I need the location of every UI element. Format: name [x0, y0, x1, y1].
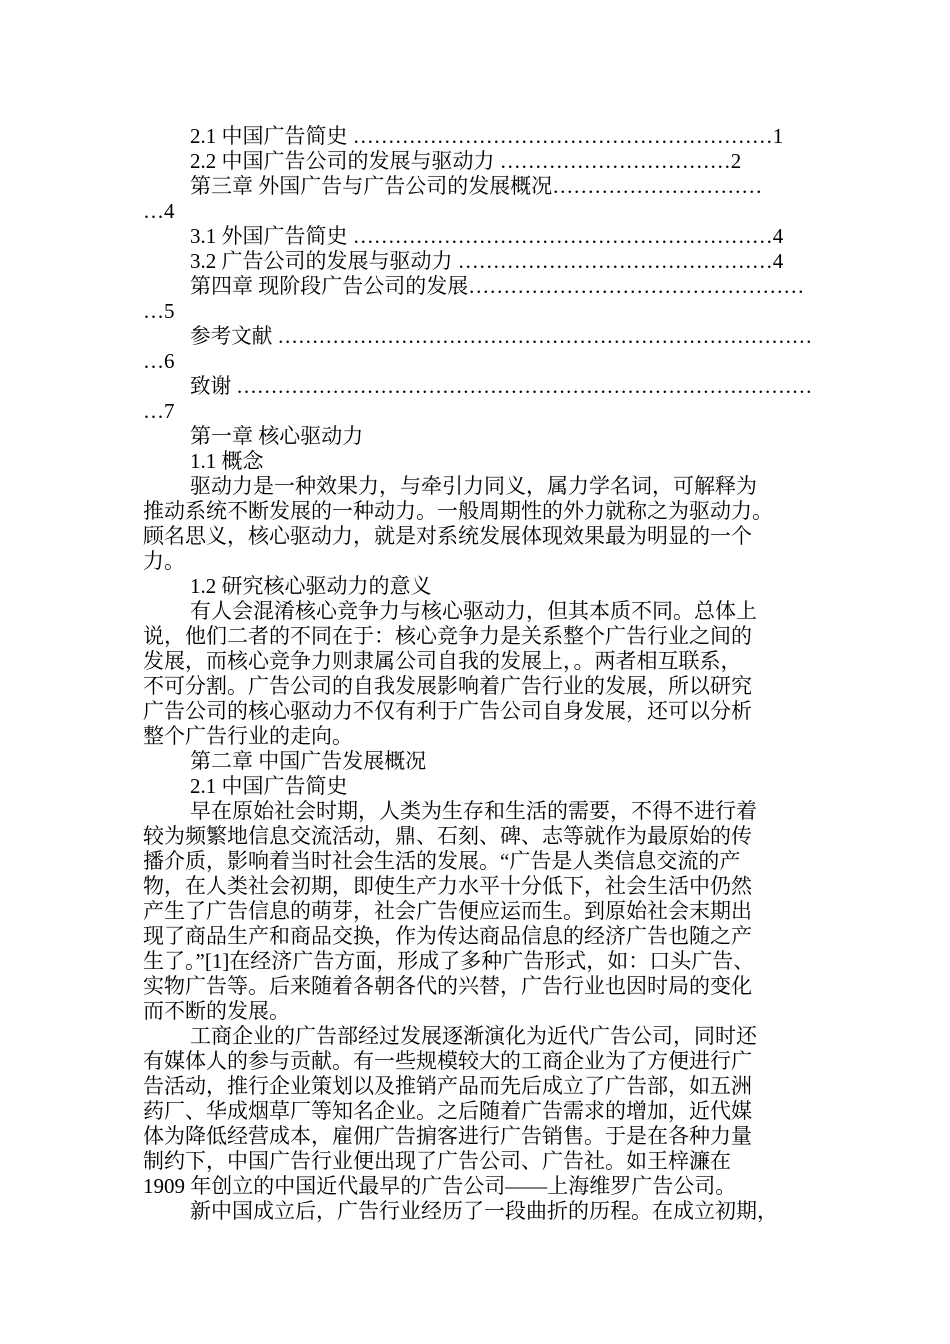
paragraph-line: 较为频繁地信息交流活动，鼎、石刻、碑、志等就作为最原始的传 [143, 824, 752, 848]
paragraph-line: 推动系统不断发展的一种动力。一般周期性的外力就称之为驱动力。 [143, 499, 773, 523]
toc-entry: 2.2 中国广告公司的发展与驱动力 ……………………………2 [190, 149, 742, 173]
paragraph-line: 现了商品生产和商品交换，作为传达商品信息的经济广告也随之产 [143, 924, 752, 948]
chapter-heading: 第二章 中国广告发展概况 [190, 749, 427, 773]
toc-entry-page: …4 [143, 199, 175, 223]
paragraph-line: 发展，而核心竞争力则隶属公司自我的发展上，。两者相互联系， [143, 649, 742, 673]
paragraph-line: 制约下，中国广告行业便出现了广告公司、广告社。如王梓濂在 [143, 1149, 731, 1173]
paragraph-line: 驱动力是一种效果力，与牵引力同义，属力学名词，可解释为 [190, 474, 757, 498]
toc-entry: 3.2 广告公司的发展与驱动力 ………………………………………4 [190, 249, 784, 273]
toc-entry: 致谢 ………………………………………………………………………… [190, 374, 813, 398]
toc-entry: 第三章 外国广告与广告公司的发展概况………………………… [190, 174, 763, 198]
toc-entry-page: …7 [143, 399, 175, 423]
paragraph-line: 药厂、华成烟草厂等知名企业。之后随着广告需求的增加，近代媒 [143, 1099, 752, 1123]
paragraph-line: 有人会混淆核心竞争力与核心驱动力，但其本质不同。总体上 [190, 599, 757, 623]
paragraph-line: 产生了广告信息的萌芽，社会广告便应运而生。到原始社会末期出 [143, 899, 752, 923]
paragraph-line: 广告公司的核心驱动力不仅有利于广告公司自身发展，还可以分析 [143, 699, 752, 723]
paragraph-line: 1909 年创立的中国近代最早的广告公司——上海维罗广告公司。 [143, 1174, 737, 1198]
paragraph-line: 生了。”[1]在经济广告方面，形成了多种广告形式，如：口头广告、 [143, 949, 755, 973]
paragraph-line: 物，在人类社会初期，即使生产力水平十分低下，社会生活中仍然 [143, 874, 752, 898]
paragraph-line: 而不断的发展。 [143, 999, 290, 1023]
toc-entry: 2.1 中国广告简史 ……………………………………………………1 [190, 124, 784, 148]
toc-entry-page: …5 [143, 299, 175, 323]
paragraph-line: 不可分割。广告公司的自我发展影响着广告行业的发展，所以研究 [143, 674, 752, 698]
paragraph-line: 播介质，影响着当时社会生活的发展。“广告是人类信息交流的产 [143, 849, 741, 873]
toc-entry: 第四章 现阶段广告公司的发展………………………………………… [190, 274, 805, 298]
paragraph-line: 体为降低经营成本，雇佣广告掮客进行广告销售。于是在各种力量 [143, 1124, 752, 1148]
paragraph-line: 新中国成立后，广告行业经历了一段曲折的历程。在成立初期， [190, 1199, 778, 1223]
paragraph-line: 顾名思义，核心驱动力，就是对系统发展体现效果最为明显的一个 [143, 524, 752, 548]
section-heading: 1.1 概念 [190, 449, 264, 473]
paragraph-line: 工商企业的广告部经过发展逐渐演化为近代广告公司，同时还 [190, 1024, 757, 1048]
paragraph-line: 早在原始社会时期，人类为生存和生活的需要，不得不进行着 [190, 799, 757, 823]
chapter-heading: 第一章 核心驱动力 [190, 424, 364, 448]
toc-entry: 3.1 外国广告简史 ……………………………………………………4 [190, 224, 784, 248]
paragraph-line: 力。 [143, 549, 185, 573]
toc-entry: 参考文献 …………………………………………………………………… [190, 324, 813, 348]
section-heading: 1.2 研究核心驱动力的意义 [190, 574, 432, 598]
paragraph-line: 告活动，推行企业策划以及推销产品而先后成立了广告部，如五洲 [143, 1074, 752, 1098]
section-heading: 2.1 中国广告简史 [190, 774, 348, 798]
toc-entry-page: …6 [143, 349, 175, 373]
paragraph-line: 实物广告等。后来随着各朝各代的兴替，广告行业也因时局的变化 [143, 974, 752, 998]
paragraph-line: 整个广告行业的走向。 [143, 724, 353, 748]
paragraph-line: 有媒体人的参与贡献。有一些规模较大的工商企业为了方便进行广 [143, 1049, 752, 1073]
paragraph-line: 说，他们二者的不同在于：核心竞争力是关系整个广告行业之间的 [143, 624, 752, 648]
